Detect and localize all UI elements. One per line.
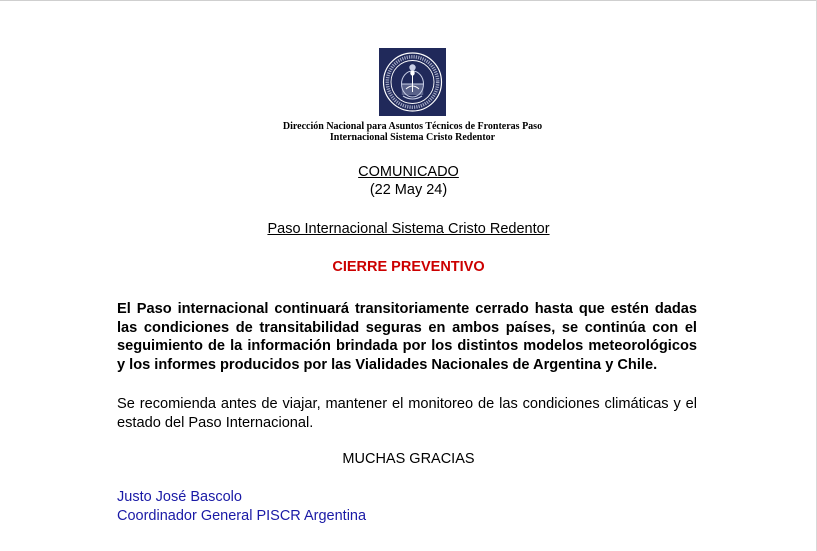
- agency-name-line-1: Dirección Nacional para Asuntos Técnicos de Fronteras Paso: [282, 121, 543, 132]
- ministry-seal-icon: [379, 48, 446, 116]
- notice-body-bold: El Paso internacional continuará transitoriamente cerrado hasta que estén dadas las condiciones de transitabilidad seguras en ambos países, se continúa con el seguimiento de la información brindada por los distintos modelos meteorológicos y los informes producidos por las Vialidades Nacionales de Argentina y Chile.: [117, 301, 697, 373]
- signatory-name: Justo José Bascolo: [117, 489, 242, 505]
- signatory-title: Coordinador General PISCR Argentina: [117, 508, 367, 524]
- closure-status: CIERRE PREVENTIVO: [332, 259, 485, 275]
- notice-date: (22 May 24): [369, 182, 448, 198]
- notice-heading: COMUNICADO: [358, 164, 459, 180]
- travel-recommendation: Se recomienda antes de viajar, mantener el monitoreo de las condiciones climáticas y el estado del Paso Internacional.: [117, 396, 697, 431]
- agency-name-line-2: Internacional Sistema Cristo Redentor: [329, 132, 496, 143]
- closing-thanks: MUCHAS GRACIAS: [342, 451, 475, 467]
- top-divider: [0, 0, 817, 1]
- notice-subject: Paso Internacional Sistema Cristo Redentor: [267, 221, 550, 237]
